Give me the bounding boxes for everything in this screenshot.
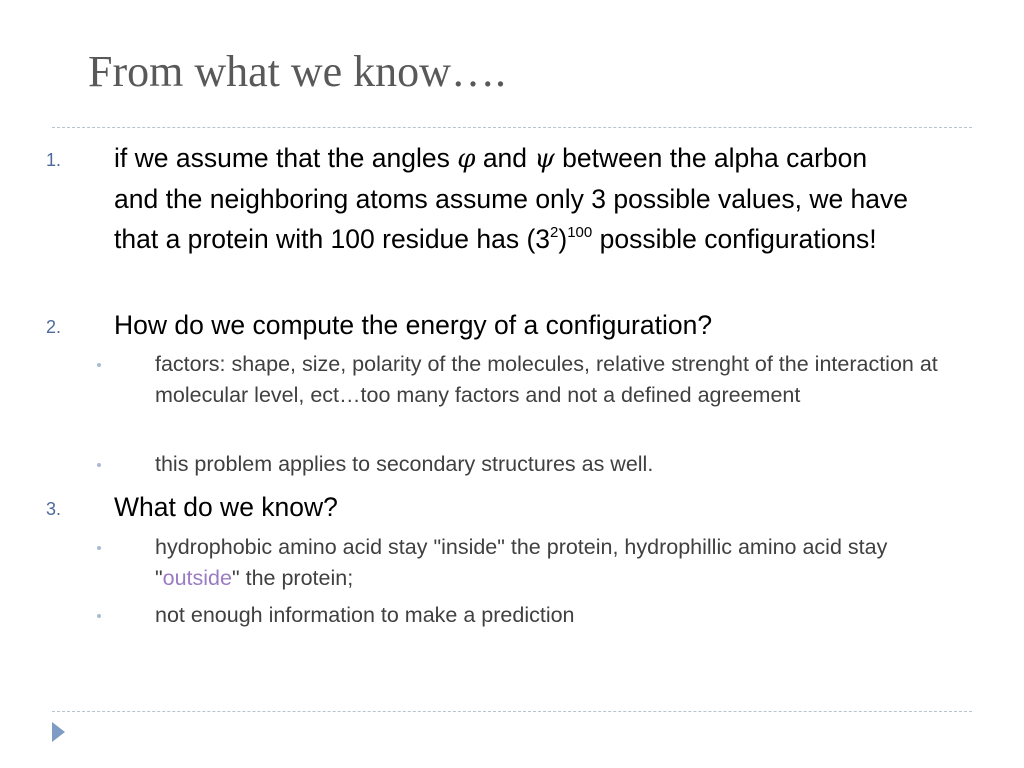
triangle-right-icon[interactable] bbox=[52, 722, 65, 742]
item-text: What do we know? bbox=[114, 492, 338, 522]
item-number: 2. bbox=[46, 317, 62, 337]
slide-title: From what we know…. bbox=[88, 47, 506, 96]
bullet bbox=[97, 463, 101, 467]
bullet bbox=[97, 363, 101, 367]
accent-word: outside bbox=[162, 566, 232, 590]
exponent: 2 bbox=[550, 224, 559, 241]
item-text: if we assume that the angles φ and ψ between the alpha carbon and the neighboring atoms assume only 3 possible values, we have that a protein with 100 residue has $(3^2)^{100}$ possible configurations! bbox=[114, 143, 909, 254]
item-number: 3. bbox=[46, 499, 62, 519]
bottom-divider bbox=[52, 711, 972, 712]
item-number: 1. bbox=[46, 150, 62, 170]
sub-item-text: this problem applies to secondary structures as well. bbox=[155, 452, 654, 476]
exponent: 100 bbox=[567, 224, 593, 241]
phi-symbol: φ bbox=[457, 144, 476, 174]
bullet bbox=[97, 614, 101, 618]
item-text: How do we compute the energy of a configuration? bbox=[114, 310, 713, 340]
sub-item-text: factors: shape, size, polarity of the molecules, relative strenght of the interaction at molecular level, ect…too many factors and not a defined agreement bbox=[155, 352, 938, 407]
sub-item-text: not enough information to make a prediction bbox=[155, 603, 575, 627]
bullet bbox=[97, 546, 101, 550]
psi-symbol: ψ bbox=[534, 144, 555, 174]
sub-item-text: hydrophobic amino acid stay "inside" the protein, hydrophillic amino acid stay "outside" the protein; bbox=[155, 535, 888, 590]
